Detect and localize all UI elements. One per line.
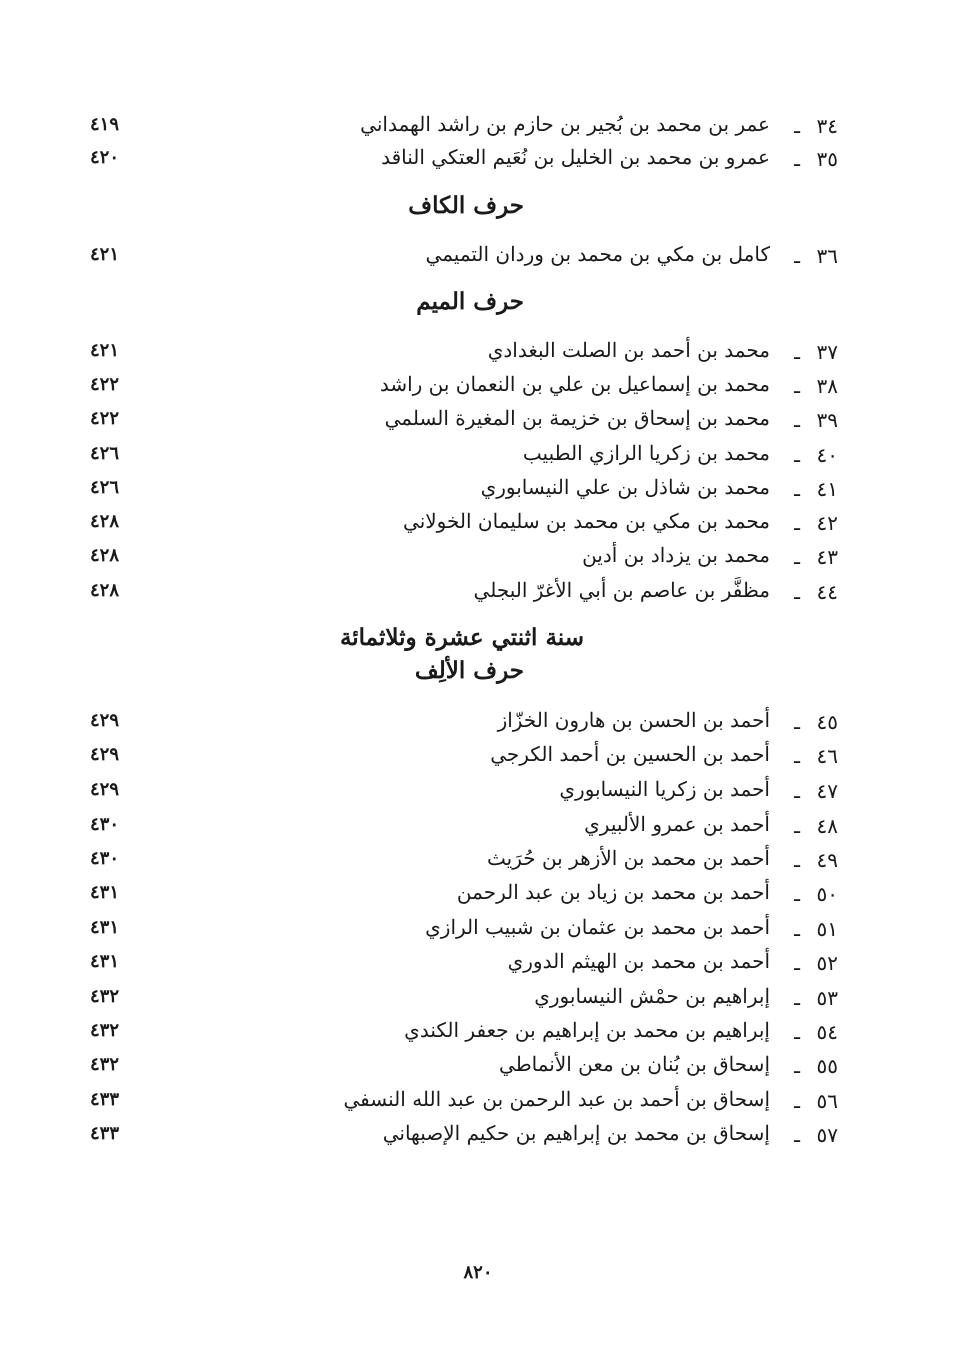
index-entry bbox=[80, 812, 850, 846]
entry-page: ٤٣٢ bbox=[90, 986, 120, 1007]
entry-number: ٤٣ bbox=[816, 545, 838, 569]
entry-name: عمر بن محمد بن بُجير بن حازم بن راشد الهمداني bbox=[360, 112, 770, 136]
index-entry bbox=[80, 846, 850, 880]
entry-number: ٣٨ bbox=[816, 374, 838, 398]
entry-name: محمد بن يزداد بن أدين bbox=[582, 543, 770, 567]
index-entry bbox=[80, 543, 850, 577]
index-entry bbox=[80, 1052, 850, 1086]
index-entry bbox=[80, 742, 850, 776]
index-entry bbox=[80, 1087, 850, 1121]
entry-dash: ـ bbox=[794, 147, 800, 171]
index-entry bbox=[80, 880, 850, 914]
entry-name: أحمد بن محمد بن زياد بن عبد الرحمن bbox=[456, 880, 770, 904]
entry-number: ٤٧ bbox=[816, 779, 838, 803]
section-heading-mim: حرف الميم bbox=[416, 288, 524, 315]
entry-dash: ـ bbox=[794, 814, 800, 838]
entry-number: ٥٦ bbox=[816, 1089, 838, 1113]
entry-dash: ـ bbox=[794, 408, 800, 432]
entry-number: ٥١ bbox=[816, 917, 838, 941]
entry-dash: ـ bbox=[794, 114, 800, 138]
entry-dash: ـ bbox=[794, 340, 800, 364]
entry-page: ٤٢٨ bbox=[90, 511, 120, 532]
entry-page: ٤٣٠ bbox=[90, 814, 120, 835]
entry-name: إبراهيم بن حمْش النيسابوري bbox=[534, 984, 770, 1008]
index-entry bbox=[80, 372, 850, 406]
entry-number: ٤٠ bbox=[816, 443, 838, 467]
entry-name: محمد بن أحمد بن الصلت البغدادي bbox=[487, 338, 770, 362]
entry-number: ٥٧ bbox=[816, 1123, 838, 1147]
entry-name: إسحاق بن أحمد بن عبد الرحمن بن عبد الله النسفي bbox=[343, 1087, 770, 1111]
entry-number: ٤٤ bbox=[816, 580, 838, 604]
entry-number: ٤٦ bbox=[816, 744, 838, 768]
entry-dash: ـ bbox=[794, 545, 800, 569]
entry-number: ٤٥ bbox=[816, 710, 838, 734]
entry-dash: ـ bbox=[794, 744, 800, 768]
entry-dash: ـ bbox=[794, 244, 800, 268]
entry-number: ٤١ bbox=[816, 477, 838, 501]
entry-dash: ـ bbox=[794, 580, 800, 604]
entry-page: ٤٢٩ bbox=[90, 710, 120, 731]
entry-page: ٤٢١ bbox=[90, 340, 120, 361]
entry-number: ٣٦ bbox=[816, 244, 838, 268]
index-entry bbox=[80, 406, 850, 440]
entry-dash: ـ bbox=[794, 1054, 800, 1078]
entry-number: ٥٤ bbox=[816, 1020, 838, 1044]
entry-name: محمد بن إسماعيل بن علي بن النعمان بن راشد bbox=[379, 372, 770, 396]
entry-name: كامل بن مكي بن محمد بن وردان التميمي bbox=[425, 242, 770, 266]
entry-name: إبراهيم بن محمد بن إبراهيم بن جعفر الكندي bbox=[404, 1018, 770, 1042]
entry-dash: ـ bbox=[794, 917, 800, 941]
entry-dash: ـ bbox=[794, 1020, 800, 1044]
index-entry bbox=[80, 338, 850, 372]
entry-number: ٥٥ bbox=[816, 1054, 838, 1078]
entry-name: محمد بن زكريا الرازي الطبيب bbox=[522, 441, 770, 465]
entry-dash: ـ bbox=[794, 710, 800, 734]
entry-page: ٤٢٦ bbox=[90, 443, 120, 464]
entry-page: ٤٢٩ bbox=[90, 744, 120, 765]
entry-dash: ـ bbox=[794, 1089, 800, 1113]
entry-name: عمرو بن محمد بن الخليل بن نُعَيم العتكي الناقد bbox=[381, 145, 770, 169]
entry-page: ٤٢٢ bbox=[90, 374, 120, 395]
index-entry bbox=[80, 509, 850, 543]
index-entry bbox=[80, 242, 850, 276]
section-heading-kaf: حرف الكاف bbox=[408, 192, 524, 219]
entry-dash: ـ bbox=[794, 1123, 800, 1147]
entry-page: ٤٢١ bbox=[90, 244, 120, 265]
entry-number: ٣٥ bbox=[816, 147, 838, 171]
entry-number: ٥٣ bbox=[816, 986, 838, 1010]
entry-number: ٤٢ bbox=[816, 511, 838, 535]
entry-page: ٤٣١ bbox=[90, 917, 120, 938]
entry-dash: ـ bbox=[794, 882, 800, 906]
index-entry bbox=[80, 145, 850, 179]
entry-page: ٤٣٣ bbox=[90, 1089, 120, 1110]
index-entry bbox=[80, 915, 850, 949]
index-entry bbox=[80, 984, 850, 1018]
section-heading-alif: حرف الألِف bbox=[414, 657, 524, 684]
entry-dash: ـ bbox=[794, 951, 800, 975]
entry-dash: ـ bbox=[794, 477, 800, 501]
entry-dash: ـ bbox=[794, 848, 800, 872]
entry-number: ٣٤ bbox=[816, 114, 838, 138]
entry-dash: ـ bbox=[794, 511, 800, 535]
entry-name: محمد بن مكي بن محمد بن سليمان الخولاني bbox=[403, 509, 770, 533]
entry-dash: ـ bbox=[794, 374, 800, 398]
entry-page: ٤٣١ bbox=[90, 882, 120, 903]
entry-name: أحمد بن الحسين بن أحمد الكرجي bbox=[490, 742, 770, 766]
index-entry bbox=[80, 708, 850, 742]
entry-page: ٤٢٨ bbox=[90, 580, 120, 601]
entry-number: ٥٢ bbox=[816, 951, 838, 975]
index-entry bbox=[80, 441, 850, 475]
entry-name: أحمد بن عمرو الألبيري bbox=[584, 812, 770, 836]
entry-name: محمد بن شاذل بن علي النيسابوري bbox=[480, 475, 770, 499]
entry-number: ٣٩ bbox=[816, 408, 838, 432]
entry-number: ٤٨ bbox=[816, 814, 838, 838]
index-entry bbox=[80, 112, 850, 146]
entry-number: ٥٠ bbox=[816, 882, 838, 906]
entry-page: ٤٢٢ bbox=[90, 408, 120, 429]
year-heading: سنة اثنتي عشرة وثلاثمائة bbox=[339, 624, 584, 651]
entry-name: أحمد بن الحسن بن هارون الخزّاز bbox=[497, 708, 770, 732]
entry-dash: ـ bbox=[794, 443, 800, 467]
entry-page: ٤١٩ bbox=[90, 114, 120, 135]
entry-name: أحمد بن محمد بن الهيثم الدوري bbox=[507, 949, 770, 973]
entry-page: ٤٣٢ bbox=[90, 1020, 120, 1041]
index-entry bbox=[80, 1018, 850, 1052]
entry-dash: ـ bbox=[794, 779, 800, 803]
entry-number: ٤٩ bbox=[816, 848, 838, 872]
index-entry bbox=[80, 949, 850, 983]
entry-name: مظفَّر بن عاصم بن أبي الأغرّ البجلي bbox=[473, 578, 770, 602]
page-number: ٨٢٠ bbox=[463, 1262, 493, 1283]
entry-page: ٤٣١ bbox=[90, 951, 120, 972]
entry-name: أحمد بن زكريا النيسابوري bbox=[559, 777, 770, 801]
entry-name: أحمد بن محمد بن الأزهر بن حُرَيث bbox=[487, 846, 770, 870]
entry-name: إسحاق بن بُنان بن معن الأنماطي bbox=[499, 1052, 770, 1076]
entry-name: محمد بن إسحاق بن خزيمة بن المغيرة السلمي bbox=[384, 406, 770, 430]
index-entry bbox=[80, 578, 850, 612]
entry-page: ٤٢٩ bbox=[90, 779, 120, 800]
index-entry bbox=[80, 1121, 850, 1155]
entry-page: ٤٣٢ bbox=[90, 1054, 120, 1075]
entry-number: ٣٧ bbox=[816, 340, 838, 364]
entry-name: أحمد بن محمد بن عثمان بن شبيب الرازي bbox=[425, 915, 770, 939]
index-entry bbox=[80, 777, 850, 811]
entry-page: ٤٣٠ bbox=[90, 848, 120, 869]
entry-dash: ـ bbox=[794, 986, 800, 1010]
entry-page: ٤٢٠ bbox=[90, 147, 120, 168]
entry-page: ٤٢٦ bbox=[90, 477, 120, 498]
entry-name: إسحاق بن محمد بن إبراهيم بن حكيم الإصبهاني bbox=[382, 1121, 770, 1145]
index-entry bbox=[80, 475, 850, 509]
entry-page: ٤٣٣ bbox=[90, 1123, 120, 1144]
entry-page: ٤٢٨ bbox=[90, 545, 120, 566]
